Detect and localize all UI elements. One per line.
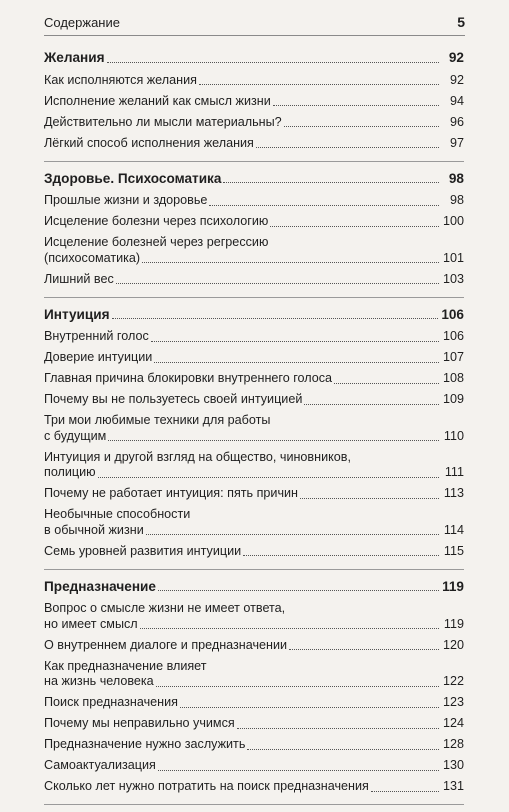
entry-page: 109 — [442, 392, 464, 406]
running-header — [44, 14, 465, 36]
leader-dots — [180, 707, 439, 708]
entry-page: 96 — [449, 114, 464, 129]
entry-page: 94 — [449, 93, 464, 108]
entry-title-line: Доверие интуиции — [44, 350, 153, 364]
leader-dots — [156, 686, 439, 687]
entry-page: 124 — [442, 716, 464, 730]
entry-page: 98 — [449, 193, 464, 207]
leader-dots — [142, 262, 439, 263]
toc-chapter[interactable] — [44, 48, 464, 66]
toc-entry[interactable] — [44, 716, 464, 732]
chapter-title: Желания — [44, 50, 105, 65]
toc-entry[interactable] — [44, 73, 464, 89]
entry-title-line: Лёгкий способ исполнения желания — [44, 135, 254, 150]
entry-title-line: (психосоматика) — [44, 250, 141, 265]
entry-title-line: полицию — [44, 465, 96, 479]
entry-page: 131 — [442, 779, 464, 793]
toc-entry[interactable] — [44, 544, 464, 560]
entry-page: 108 — [442, 371, 464, 385]
chapter-title: Интуиция — [44, 306, 110, 322]
chapter-page: 106 — [441, 306, 464, 322]
toc-section — [44, 305, 464, 570]
toc-entry[interactable] — [44, 392, 464, 408]
entry-page: 113 — [443, 486, 464, 500]
toc-entry[interactable] — [44, 601, 464, 632]
entry-page: 128 — [442, 737, 464, 751]
leader-dots — [146, 534, 439, 535]
leader-dots — [107, 62, 439, 63]
entry-page: 100 — [442, 214, 464, 228]
leader-dots — [223, 182, 439, 183]
leader-dots — [243, 555, 439, 556]
chapter-page: 92 — [448, 50, 464, 65]
entry-title-line: Исполнение желаний как смысл жизни — [44, 93, 271, 108]
entry-page: 92 — [449, 72, 464, 87]
entry-page: 119 — [443, 616, 464, 631]
toc-chapter[interactable] — [44, 305, 464, 323]
leader-dots — [289, 649, 439, 650]
entry-page: 114 — [443, 522, 464, 537]
leader-dots — [140, 628, 439, 629]
entry-page: 101 — [442, 250, 464, 265]
toc-entry[interactable] — [44, 235, 464, 266]
leader-dots — [270, 226, 439, 227]
leader-dots — [237, 728, 439, 729]
leader-dots — [304, 404, 439, 405]
toc-entry[interactable] — [44, 638, 464, 654]
entry-title-line: Поиск предназначения — [44, 695, 178, 709]
toc-entry[interactable] — [44, 450, 464, 481]
leader-dots — [151, 341, 439, 342]
toc-entry[interactable] — [44, 350, 464, 366]
entry-title-line: Вопрос о смысле жизни не имеет ответа, — [44, 601, 286, 615]
entry-title-line: Исцеление болезни через психологию — [44, 214, 269, 228]
toc-entry[interactable] — [44, 758, 464, 774]
toc-entry[interactable] — [44, 507, 464, 538]
chapter-title: Здоровье. Психосоматика — [44, 170, 222, 186]
leader-dots — [158, 770, 439, 771]
toc-entry[interactable] — [44, 94, 464, 110]
toc-entry[interactable] — [44, 115, 464, 131]
entry-title-line: на жизнь человека — [44, 674, 154, 688]
toc-entry[interactable] — [44, 486, 464, 502]
entry-title-line: в обычной жизни — [44, 522, 144, 537]
entry-page: 107 — [442, 350, 464, 364]
chapter-page: 98 — [448, 170, 464, 186]
toc-entry[interactable] — [44, 272, 464, 288]
toc-section — [44, 48, 464, 162]
leader-dots — [116, 283, 439, 284]
page-number: 5 — [457, 14, 465, 30]
leader-dots — [371, 791, 439, 792]
entry-title-line: Необычные способности — [44, 507, 191, 521]
entry-title-line: Три мои любимые техники для работы — [44, 413, 271, 427]
toc-entry[interactable] — [44, 371, 464, 387]
entry-page: 122 — [442, 674, 464, 688]
leader-dots — [284, 126, 439, 127]
entry-title-line: Действительно ли мысли материальны? — [44, 114, 282, 129]
leader-dots — [158, 590, 439, 591]
leader-dots — [247, 749, 439, 750]
header-title: Содержание — [44, 15, 120, 30]
toc-chapter[interactable] — [44, 577, 464, 595]
toc-section — [44, 577, 464, 806]
entry-page: 103 — [442, 271, 464, 286]
entry-title-line: Лишний вес — [44, 271, 114, 286]
toc-entry[interactable] — [44, 413, 464, 444]
entry-title-line: Самоактуализация — [44, 758, 156, 772]
entry-title-line: О внутреннем диалоге и предназначении — [44, 637, 288, 652]
toc-entry[interactable] — [44, 136, 464, 152]
entry-title-line: Как предназначение влияет — [44, 658, 207, 673]
leader-dots — [98, 477, 439, 478]
entry-title-line: Интуиция и другой взгляд на общество, чиновников, — [44, 449, 351, 464]
leader-dots — [154, 362, 439, 363]
entry-title-line: Внутренний голос — [44, 329, 149, 343]
leader-dots — [256, 147, 439, 148]
toc-entry[interactable] — [44, 659, 464, 690]
toc-section — [44, 169, 464, 298]
leader-dots — [300, 498, 439, 499]
entry-title-line: с будущим — [44, 428, 107, 443]
leader-dots — [334, 383, 439, 384]
entry-title-line: Главная причина блокировки внутреннего голоса — [44, 371, 333, 385]
entry-page: 106 — [442, 329, 464, 343]
entry-page: 97 — [449, 135, 464, 150]
leader-dots — [199, 84, 439, 85]
entry-title-line: Почему не работает интуиция: пять причин — [44, 486, 299, 500]
leader-dots — [273, 105, 439, 106]
table-of-contents — [44, 48, 464, 812]
toc-entry[interactable] — [44, 193, 464, 209]
entry-page: 123 — [442, 695, 464, 709]
toc-entry[interactable] — [44, 214, 464, 230]
leader-dots — [209, 205, 439, 206]
chapter-page: 119 — [442, 578, 464, 594]
entry-title-line: но имеет смысл — [44, 616, 138, 631]
entry-page: 130 — [442, 758, 464, 772]
entry-title-line: Семь уровней развития интуиции — [44, 543, 242, 558]
toc-entry[interactable] — [44, 695, 464, 711]
entry-title-line: Прошлые жизни и здоровье — [44, 193, 208, 207]
entry-title-line: Почему вы не пользуетесь своей интуицией — [44, 392, 303, 406]
entry-title-line: Предназначение нужно заслужить — [44, 737, 246, 751]
entry-title-line: Как исполняются желания — [44, 72, 197, 87]
entry-title-line: Сколько лет нужно потратить на поиск предназначения — [44, 779, 369, 793]
toc-entry[interactable] — [44, 737, 464, 753]
entry-title-line: Почему мы неправильно учимся — [44, 716, 235, 730]
entry-title-line: Исцеление болезней через регрессию — [44, 235, 269, 249]
toc-entry[interactable] — [44, 779, 464, 795]
toc-entry[interactable] — [44, 329, 464, 345]
toc-chapter[interactable] — [44, 169, 464, 187]
entry-page: 111 — [444, 465, 464, 479]
leader-dots — [108, 440, 439, 441]
entry-page: 120 — [442, 637, 464, 652]
entry-page: 110 — [443, 428, 464, 443]
leader-dots — [112, 318, 439, 319]
chapter-title: Предназначение — [44, 578, 156, 594]
entry-page: 115 — [443, 543, 464, 558]
